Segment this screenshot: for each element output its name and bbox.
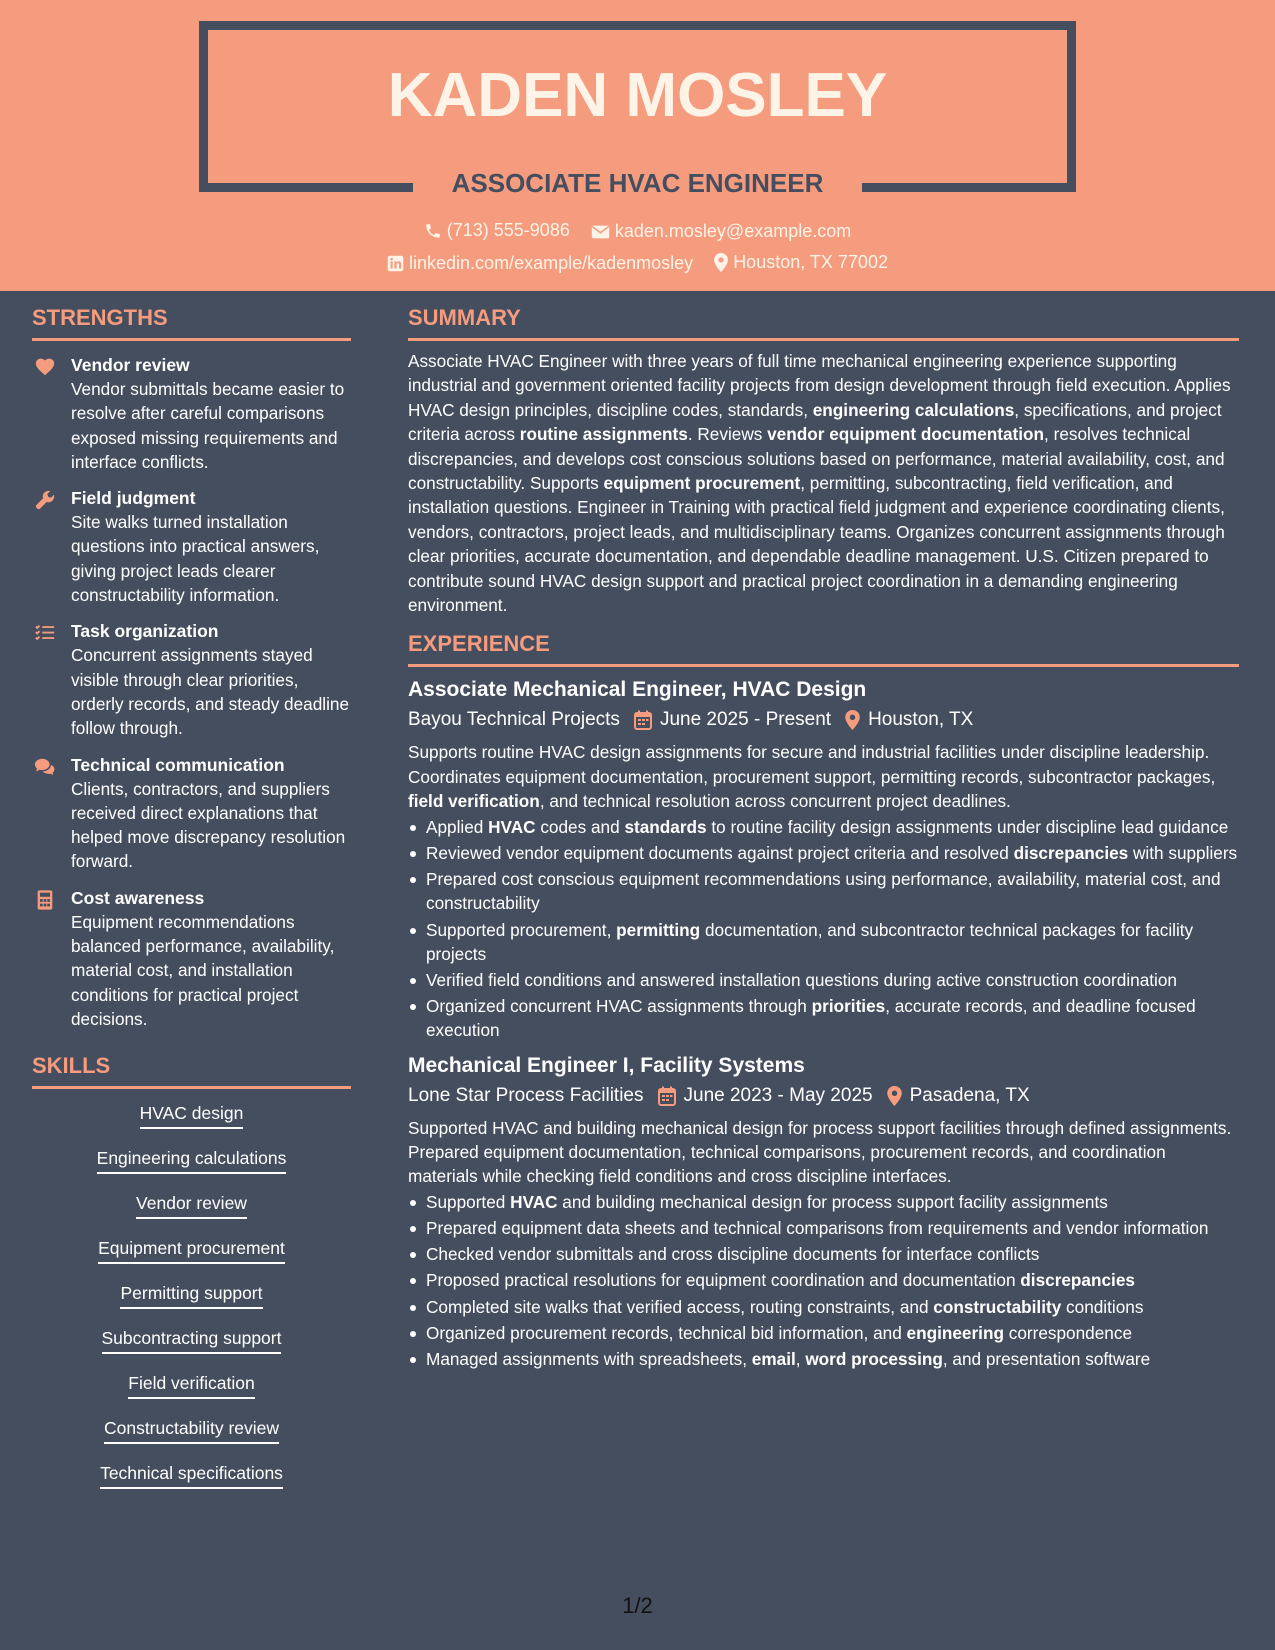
linkedin-contact[interactable] (387, 253, 693, 274)
emphasized-text: engineering calculations (812, 399, 1015, 420)
bullet-item: Completed site walks that verified access, routing constraints, and constructability conditions (408, 1295, 1239, 1319)
strength-title: Technical communication (71, 754, 285, 775)
location-contact (714, 252, 888, 273)
bullet-item: Managed assignments with spreadsheets, email, word processing, and presentation software (408, 1347, 1239, 1371)
strength-description: Clients, contractors, and suppliers received direct explanations that helped move discrepancy resolution forward. (71, 778, 346, 872)
skill-label: Subcontracting support (102, 1326, 282, 1354)
skills-heading: SKILLS (32, 1053, 351, 1089)
strengths-heading: STRENGTHS (32, 305, 351, 341)
strength-title: Field judgment (71, 488, 196, 509)
strength-title: Cost awareness (71, 887, 205, 908)
candidate-name: KADEN MOSLEY (387, 61, 888, 130)
bullet-item: Organized procurement records, technical bid information, and engineering correspondence (408, 1321, 1239, 1345)
job-location: Pasadena, TX (909, 1084, 1030, 1106)
contact-row-2 (0, 252, 1275, 277)
experience-heading: EXPERIENCE (408, 631, 1239, 667)
company-name: Bayou Technical Projects (408, 709, 620, 731)
location-text: Houston, TX 77002 (733, 252, 888, 272)
calendar-icon (634, 710, 652, 730)
skill-item (32, 1371, 351, 1416)
skill-label: Equipment procurement (98, 1236, 285, 1264)
emphasized-text: discrepancies (1013, 842, 1129, 863)
phone-contact[interactable] (424, 220, 570, 241)
skill-item (32, 1461, 351, 1506)
skills-list (32, 1101, 351, 1506)
bullet-item: Supported HVAC and building mechanical design for process support facility assignments (408, 1190, 1239, 1214)
map-pin-icon (887, 1086, 902, 1106)
strength-title: Task organization (71, 621, 219, 642)
emphasized-text: routine assignments (519, 424, 688, 445)
bullet-item: Applied HVAC codes and standards to routine facility design assignments under discipline lead guidance (408, 815, 1239, 839)
linkedin-text: linkedin.com/example/kadenmosley (409, 253, 694, 273)
bullet-item: Verified field conditions and answered installation questions during active construction coordination (408, 968, 1239, 992)
candidate-title: ASSOCIATE HVAC ENGINEER (451, 168, 824, 198)
job-intro: Supports routine HVAC design assignments for secure and industrial facilities under discipline leadership. Coordinates equipment documentation, procurement support, permitting records, subcontractor packages, field verification, and technical resolution across concurrent project deadlines. (408, 742, 1216, 812)
job-location: Houston, TX (868, 709, 974, 731)
contact-row-1 (0, 220, 1275, 245)
emphasized-text: discrepancies (1020, 1270, 1135, 1291)
job-meta (408, 1081, 1239, 1111)
job-bullets (408, 815, 1239, 1043)
skill-item (32, 1146, 351, 1191)
envelope-icon (591, 224, 610, 240)
skill-item (32, 1236, 351, 1281)
strength-item (32, 619, 351, 740)
bullet-item: Organized concurrent HVAC assignments through priorities, accurate records, and deadline focused execution (408, 994, 1239, 1042)
strength-description: Concurrent assignments stayed visible through clear priorities, orderly records, and steady deadline follow through. (71, 645, 350, 739)
bullet-item: Checked vendor submittals and cross discipline documents for interface conflicts (408, 1242, 1239, 1266)
strength-description: Equipment recommendations balanced performance, availability, material cost, and installation conditions for practical project decisions. (71, 911, 335, 1029)
strength-description: Vendor submittals became easier to resolve after careful comparisons exposed missing requirements and interface conflicts. (71, 379, 345, 472)
emphasized-text: HVAC (488, 816, 536, 837)
wrench-icon (34, 489, 56, 511)
job-intro: Supported HVAC and building mechanical design for process support facilities through defined assignments. Prepared equipment documentation, technical comparisons, procurement records, and coordination materials while checking field conditions and cross discipline interfaces. (408, 1117, 1232, 1187)
bullet-item: Supported procurement, permitting documentation, and subcontractor technical packages for facility projects (408, 918, 1239, 966)
skill-label: Vendor review (136, 1191, 247, 1219)
job-entry (408, 1051, 1239, 1372)
skill-item (32, 1326, 351, 1371)
job-bullets (408, 1190, 1239, 1371)
emphasized-text: engineering (906, 1322, 1004, 1343)
skill-label: Constructability review (104, 1416, 279, 1444)
chat-bubbles-icon (34, 756, 56, 778)
job-meta (408, 705, 1239, 735)
company-name: Lone Star Process Facilities (408, 1084, 644, 1106)
emphasized-text: standards (624, 816, 707, 837)
page-indicator: 1/2 (622, 1593, 653, 1618)
skill-item (32, 1416, 351, 1461)
strength-title: Vendor review (71, 355, 190, 375)
strength-item (32, 353, 351, 474)
job-dates: June 2025 - Present (659, 709, 832, 731)
skill-label: Technical specifications (100, 1461, 283, 1489)
email-contact[interactable] (591, 221, 851, 242)
strength-item (32, 753, 351, 874)
right-column (408, 305, 1239, 1373)
emphasized-text: equipment procurement (603, 473, 801, 494)
strength-description: Site walks turned installation questions into practical answers, giving project leads clearer constructability information. (71, 512, 320, 606)
skill-item (32, 1191, 351, 1236)
strength-item (32, 486, 351, 607)
emphasized-text: priorities (811, 996, 886, 1017)
resume-header (0, 0, 1275, 291)
email-text: kaden.mosley@example.com (614, 221, 852, 241)
skill-label: Engineering calculations (97, 1146, 287, 1174)
emphasized-text: field verification (408, 791, 540, 812)
map-pin-icon (845, 710, 860, 730)
bullet-item: Reviewed vendor equipment documents against project criteria and resolved discrepancies with suppliers (408, 841, 1239, 865)
skill-label: Permitting support (120, 1281, 262, 1309)
bullet-item: Proposed practical resolutions for equipment coordination and documentation discrepancies (408, 1268, 1239, 1292)
summary-text: Associate HVAC Engineer with three years of full time mechanical engineering experience supporting industrial and government oriented facility projects from design development through field execution. Applies HVAC design principles, discipline codes, standards, engineering calculations, specifications, and project criteria across routine assignments. Reviews vendor equipment documentation, resolves technical discrepancies, and develops cost conscious solutions based on performance, material availability, cost, and constructability. Supports equipment procurement, permitting, subcontracting, field verification, and installation questions. Engineer in Training with practical field judgment and experience coordinating clients, vendors, contractors, project leads, and multidisciplinary teams. Organizes concurrent assignments through clear priorities, accurate documentation, and dependable deadline management. U.S. Citizen prepared to contribute sound HVAC design support and practical project coordination in a demanding engineering environment. (408, 351, 1231, 616)
phone-text: (713) 555-9086 (446, 220, 570, 240)
emphasized-text: word processing (805, 1348, 943, 1369)
job-entry (408, 675, 1239, 1042)
bullet-item: Prepared cost conscious equipment recommendations using performance, availability, material cost, and constructability (408, 867, 1239, 915)
calculator-icon (34, 889, 56, 911)
skill-label: HVAC design (140, 1101, 244, 1129)
left-column (32, 305, 351, 1506)
calendar-icon (658, 1086, 676, 1106)
skill-item (32, 1281, 351, 1326)
task-list-icon (34, 622, 56, 644)
emphasized-text: constructability (933, 1296, 1062, 1317)
heart-icon (34, 356, 56, 378)
job-title: Associate Mechanical Engineer, HVAC Design (408, 678, 867, 702)
skill-item (32, 1101, 351, 1146)
emphasized-text: vendor equipment documentation (767, 424, 1045, 445)
summary-heading: SUMMARY (408, 305, 1239, 341)
job-title: Mechanical Engineer I, Facility Systems (408, 1053, 805, 1077)
emphasized-text: email (751, 1348, 796, 1369)
linkedin-icon (387, 255, 404, 272)
emphasized-text: HVAC (510, 1191, 558, 1212)
phone-icon (424, 222, 442, 240)
job-dates: June 2023 - May 2025 (683, 1084, 873, 1106)
emphasized-text: permitting (616, 919, 701, 940)
strength-item (32, 886, 351, 1031)
bullet-item: Prepared equipment data sheets and technical comparisons from requirements and vendor information (408, 1216, 1239, 1240)
map-pin-icon (714, 253, 728, 272)
skill-label: Field verification (128, 1371, 254, 1399)
